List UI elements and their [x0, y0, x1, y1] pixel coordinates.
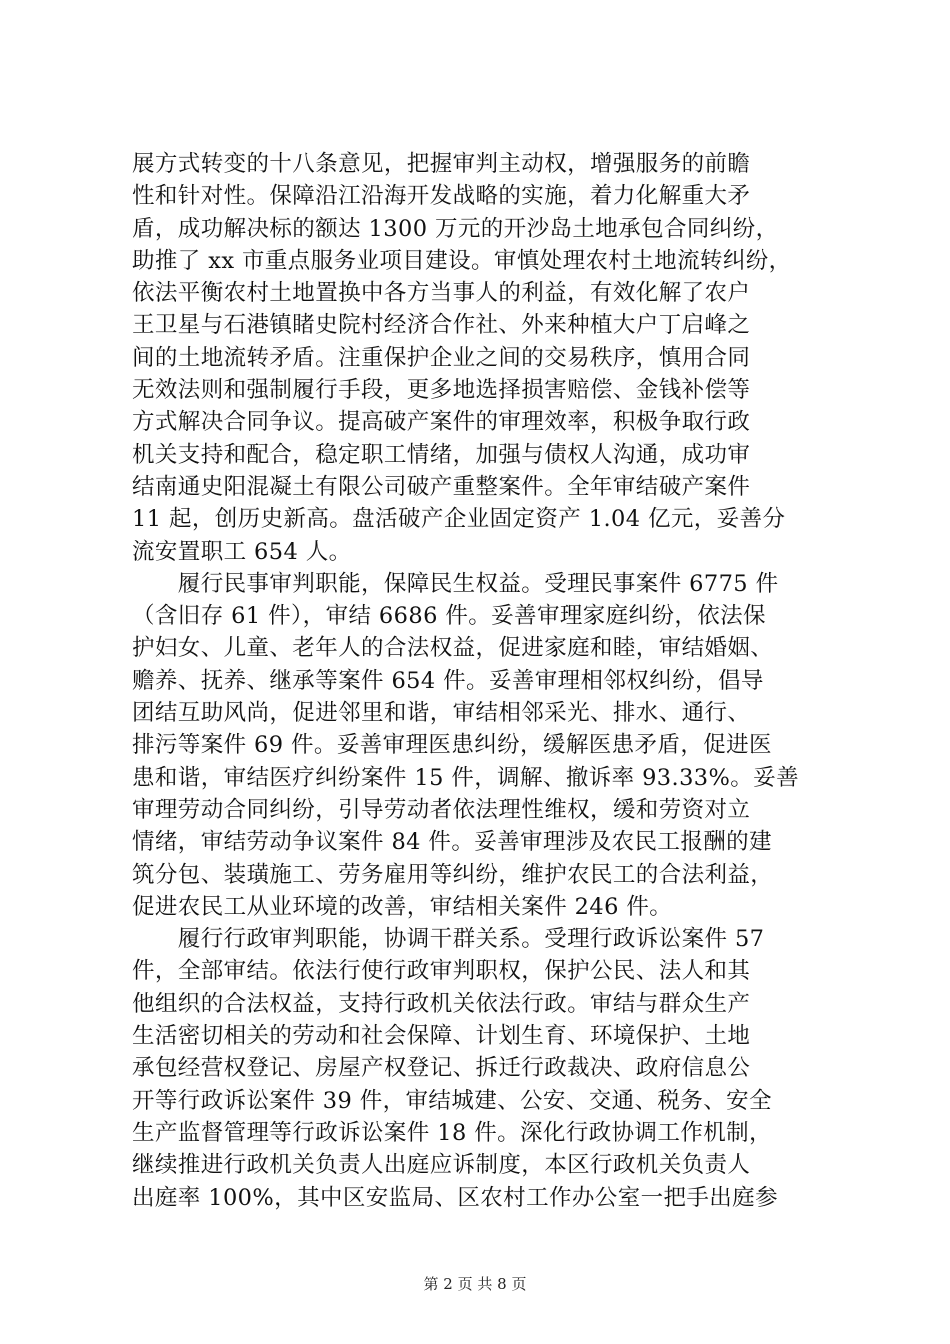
- text-line: 生产监督管理等行政诉讼案件 18 件。深化行政协调工作机制，: [132, 1119, 772, 1146]
- text-line: 件，全部审结。依法行使行政审判职权，保护公民、法人和其: [132, 958, 751, 985]
- text-line: 生活密切相关的劳动和社会保障、计划生育、环境保护、土地: [132, 1023, 751, 1050]
- text-line: 赡养、抚养、继承等案件 654 件。妥善审理相邻权纠纷，倡导: [132, 667, 764, 694]
- text-line: 助推了 xx 市重点服务业项目建设。审慎处理农村土地流转纠纷，: [132, 247, 792, 274]
- text-line: 排污等案件 69 件。妥善审理医患纠纷，缓解医患矛盾，促进医: [132, 732, 772, 759]
- text-line: 11 起，创历史新高。盘活破产企业固定资产 1.04 亿元，妥善分: [132, 506, 786, 533]
- page-footer: 第 2 页 共 8 页: [423, 1275, 527, 1293]
- text-line: 开等行政诉讼案件 39 件，审结城建、公安、交通、税务、安全: [132, 1087, 772, 1114]
- text-line: （含旧存 61 件），审结 6686 件。妥善审理家庭纠纷，依法保: [132, 603, 766, 630]
- text-line: 团结互助风尚，促进邻里和谐，审结相邻采光、排水、通行、: [132, 700, 751, 727]
- text-line: 筑分包、装璜施工、劳务雇用等纠纷，维护农民工的合法利益，: [132, 861, 774, 888]
- text-line: 他组织的合法权益，支持行政机关依法行政。审结与群众生产: [132, 990, 751, 1017]
- text-line: 审理劳动合同纠纷，引导劳动者依法理性维权，缓和劳资对立: [132, 796, 751, 823]
- text-line: 机关支持和配合，稳定职工情绪，加强与债权人沟通，成功审: [132, 441, 751, 468]
- text-line: 性和针对性。保障沿江沿海开发战略的实施，着力化解重大矛: [132, 183, 751, 210]
- text-line: 无效法则和强制履行手段，更多地选择损害赔偿、金钱补偿等: [132, 377, 751, 404]
- text-line: 促进农民工从业环境的改善，审结相关案件 246 件。: [132, 893, 673, 920]
- text-line: 履行民事审判职能，保障民生权益。受理民事案件 6775 件: [132, 570, 779, 597]
- text-line: 履行行政审判职能，协调干群关系。受理行政诉讼案件 57: [132, 926, 765, 953]
- body-text: [132, 148, 832, 1214]
- text-line: 流安置职工 654 人。: [132, 538, 352, 565]
- text-line: 承包经营权登记、房屋产权登记、拆迁行政裁决、政府信息公: [132, 1055, 751, 1082]
- text-line: 护妇女、儿童、老年人的合法权益，促进家庭和睦，审结婚姻、: [132, 635, 774, 662]
- text-line: 依法平衡农村土地置换中各方当事人的利益，有效化解了农户: [132, 280, 751, 307]
- text-line: 结南通史阳混凝土有限公司破产重整案件。全年审结破产案件: [132, 473, 751, 500]
- text-line: 方式解决合同争议。提高破产案件的审理效率，积极争取行政: [132, 409, 751, 436]
- text-line: 继续推进行政机关负责人出庭应诉制度，本区行政机关负责人: [132, 1152, 751, 1179]
- text-line: 间的土地流转矛盾。注重保护企业之间的交易秩序，慎用合同: [132, 344, 751, 371]
- text-line: 王卫星与石港镇睹史院村经济合作社、外来种植大户丁启峰之: [132, 312, 751, 339]
- text-line: 出庭率 100%，其中区安监局、区农村工作办公室一把手出庭参: [132, 1184, 778, 1211]
- text-line: 展方式转变的十八条意见，把握审判主动权，增强服务的前瞻: [132, 151, 751, 177]
- text-line: 患和谐，审结医疗纠纷案件 15 件，调解、撤诉率 93.33%。妥善: [132, 764, 799, 791]
- text-line: 盾，成功解决标的额达 1300 万元的开沙岛土地承包合同纠纷，: [132, 215, 779, 242]
- text-line: 情绪，审结劳动争议案件 84 件。妥善审理涉及农民工报酬的建: [132, 829, 772, 856]
